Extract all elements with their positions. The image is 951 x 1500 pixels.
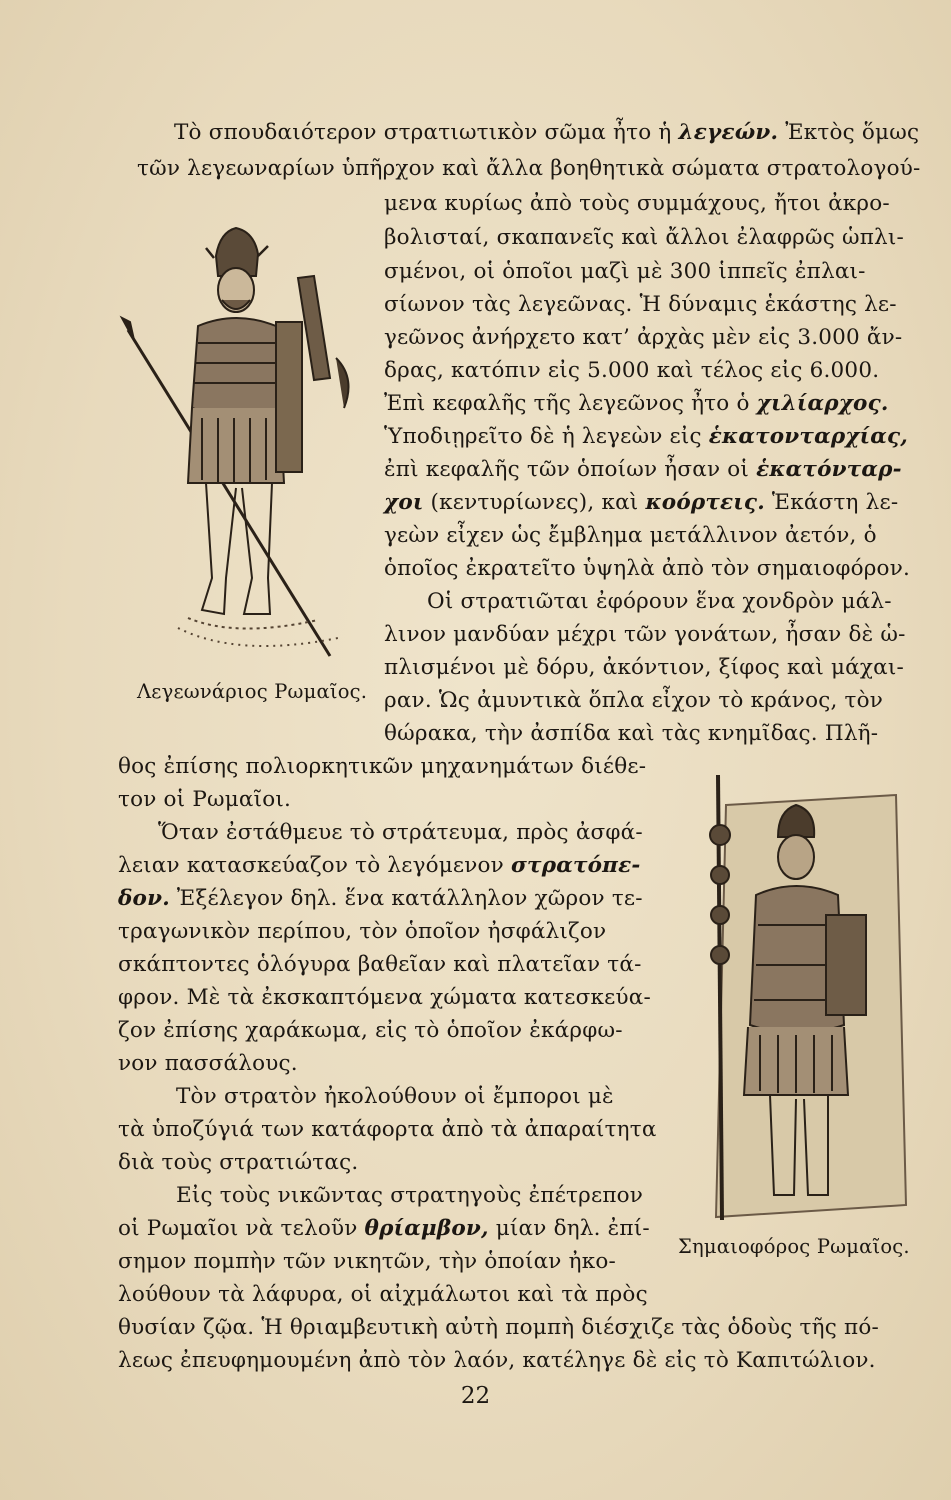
text-line: ραν. Ὡς ἀμυντικὰ ὅπλα εἶχον τὸ κράνος, τὸν: [384, 688, 884, 713]
text-line: θυσίαν ζῷα. Ἡ θριαμβευτικὴ αὐτὴ πομπὴ διέσχιζε τὰς ὁδοὺς τῆς πό-: [118, 1315, 879, 1340]
text-line: ὁποῖος ἐκρατεῖτο ὑψηλὰ ἀπὸ τὸν σημαιοφόρον.: [384, 556, 911, 581]
text-line: δον. Ἐξέλεγον δηλ. ἕνα κατάλληλον χῶρον τε-: [118, 886, 643, 911]
text-line: Ὑποδιῃρεῖτο δὲ ἡ λεγεὼν εἰς ἑκατονταρχίας,: [384, 424, 908, 449]
text-line: λινον μανδύαν μέχρι τῶν γονάτων, ἦσαν δὲ ὡ-: [384, 622, 906, 647]
text-line: λειαν κατασκεύαζον τὸ λεγόμενον στρατόπε-: [118, 853, 641, 878]
text-line: λεως ἐπευφημουμένη ἀπὸ τὸν λαόν, κατέληγε δὲ εἰς τὸ Καπιτώλιον.: [118, 1348, 876, 1373]
text-line: θος ἐπίσης πολιορκητικῶν μηχανημάτων διέθε-: [118, 754, 647, 779]
legionary-illustration: [118, 218, 356, 673]
text-line: τῶν λεγεωναρίων ὑπῆρχον καὶ ἄλλα βοηθητικὰ σώματα στρατολογού-: [137, 156, 921, 181]
text-line: Οἱ στρατιῶται ἐφόρουν ἕνα χονδρὸν μάλ-: [427, 589, 892, 614]
text-line: σημον πομπὴν τῶν νικητῶν, τὴν ὁποίαν ἠκο-: [118, 1249, 616, 1274]
text-line: Τὸν στρατὸν ἠκολούθουν οἱ ἔμποροι μὲ: [176, 1084, 614, 1109]
text-line: τραγωνικὸν περίπου, τὸν ὁποῖον ἠσφάλιζον: [118, 919, 607, 944]
text-line: δρας, κατόπιν εἰς 5.000 καὶ τέλος εἰς 6.000.: [384, 358, 880, 383]
text-line: βολισταί, σκαπανεῖς καὶ ἄλλοι ἐλαφρῶς ὡπλι-: [384, 225, 904, 250]
text-line: σίωνον τὰς λεγεῶνας. Ἡ δύναμις ἑκάστης λε-: [384, 292, 897, 317]
standard-bearer-caption: Σημαιοφόρος Ρωμαῖος.: [678, 1235, 910, 1258]
text-line: σκάπτοντες ὁλόγυρα βαθεῖαν καὶ πλατεῖαν τά-: [118, 952, 642, 977]
text-line: μενα κυρίως ἀπὸ τοὺς συμμάχους, ἤτοι ἀκρο-: [384, 191, 890, 216]
text-line: ἐπὶ κεφαλῆς τῶν ὁποίων ἦσαν οἱ ἑκατόνταρ-: [384, 457, 902, 482]
text-line: θώρακα, τὴν ἀσπίδα καὶ τὰς κνημῖδας. Πλῆ-: [384, 721, 879, 746]
text-line: πλισμένοι μὲ δόρυ, ἀκόντιον, ξίφος καὶ μάχαι-: [384, 655, 904, 680]
text-line: τὰ ὑποζύγιά των κατάφορτα ἀπὸ τὰ ἀπαραίτητα: [118, 1117, 657, 1142]
page-number: 22: [460, 1383, 491, 1409]
text-line: Ἐπὶ κεφαλῆς τῆς λεγεῶνος ἦτο ὁ χιλίαρχος.: [384, 391, 889, 416]
text-line: γεῶνος ἀνήρχετο κατ’ ἀρχὰς μὲν εἰς 3.000 ἄν-: [384, 325, 903, 350]
text-line: χοι (κεντυρίωνες), καὶ κοόρτεις. Ἑκάστη λε-: [384, 490, 899, 515]
text-line: διὰ τοὺς στρατιώτας.: [118, 1150, 359, 1175]
text-line: σμένοι, οἱ ὁποῖοι μαζὶ μὲ 300 ἱππεῖς ἐπλαι-: [384, 259, 866, 284]
text-line: Ὅταν ἐστάθμευε τὸ στράτευμα, πρὸς ἀσφά-: [158, 820, 643, 845]
text-line: γεὼν εἶχεν ὡς ἔμβλημα μετάλλινον ἀετόν, ὁ: [384, 523, 877, 548]
legionary-caption: Λεγεωνάριος Ρωμαῖος.: [137, 680, 368, 703]
text-line: Εἰς τοὺς νικῶντας στρατηγοὺς ἐπέτρεπον: [176, 1183, 644, 1208]
text-line: τον οἱ Ρωμαῖοι.: [118, 787, 292, 812]
text-line: ζον ἐπίσης χαράκωμα, εἰς τὸ ὁποῖον ἐκάρφω-: [118, 1018, 623, 1043]
text-line: οἱ Ρωμαῖοι νὰ τελοῦν θρίαμβον, μίαν δηλ. ἐπί-: [118, 1216, 650, 1241]
text-line: φρον. Μὲ τὰ ἐκσκαπτόμενα χώματα κατεσκεύα-: [118, 985, 651, 1010]
text-line: Τὸ σπουδαιότερον στρατιωτικὸν σῶμα ἦτο ἡ λεγεών. Ἐκτὸς ὅμως: [174, 120, 920, 145]
text-line: νον πασσάλους.: [118, 1051, 298, 1076]
standard-bearer-illustration: [686, 765, 928, 1235]
text-line: λούθουν τὰ λάφυρα, οἱ αἰχμάλωτοι καὶ τὰ πρὸς: [118, 1282, 648, 1307]
